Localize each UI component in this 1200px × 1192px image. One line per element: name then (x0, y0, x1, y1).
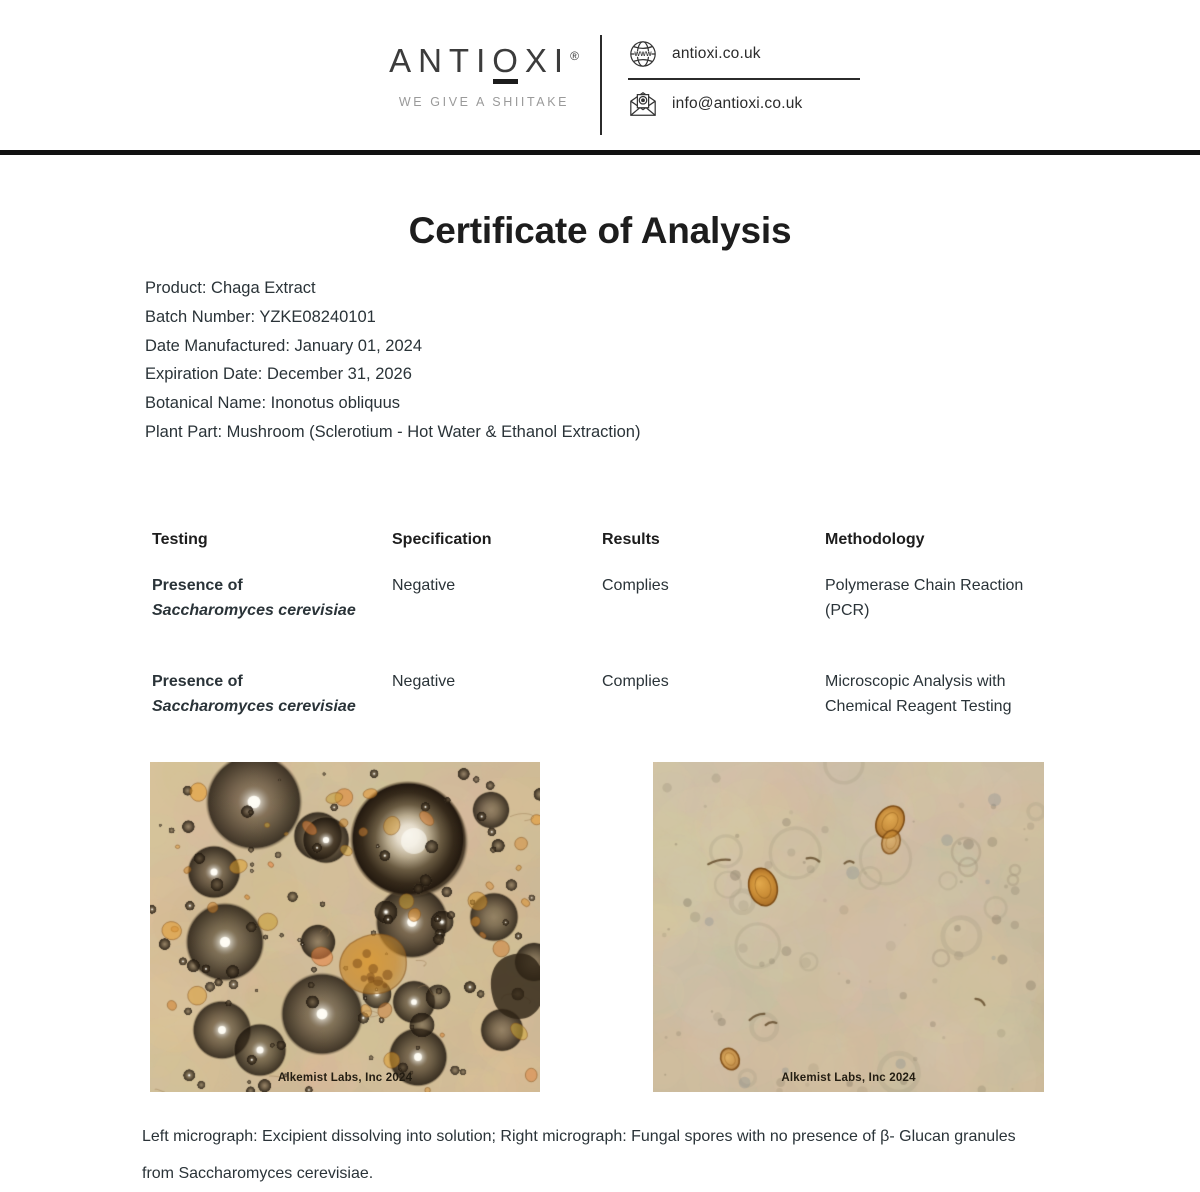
meta-botanical: Botanical Name: Inonotus obliquus (145, 394, 400, 413)
globe-icon (628, 39, 658, 69)
registered-trademark-icon: ® (570, 49, 579, 63)
logo-wordmark-before: ANTI (389, 42, 493, 79)
table-row (152, 669, 1052, 765)
column-header-results: Results (602, 531, 660, 548)
email-text: info@antioxi.co.uk (672, 94, 803, 112)
contact-vertical-divider (600, 35, 602, 135)
logo-wordmark-after: XI (524, 42, 571, 79)
table-header-row (152, 527, 1052, 573)
cell-methodology: Polymerase Chain Reaction (PCR) (825, 577, 1024, 619)
meta-expiration: Expiration Date: December 31, 2026 (145, 365, 412, 384)
column-header-specification: Specification (392, 531, 492, 548)
envelope-icon (628, 89, 658, 119)
logo-wordmark-o: O (492, 42, 525, 79)
meta-manufactured: Date Manufactured: January 01, 2024 (145, 336, 423, 355)
micrograph-caption: Left micrograph: Excipient dissolving into solution; Right micrograph: Fungal spores with no presence of β- Glucan granules from Saccharomyces cerevisiae. (142, 1128, 1016, 1182)
meta-product: Product: Chaga Extract (145, 279, 316, 297)
cell-testing (152, 573, 367, 623)
table-row (152, 573, 1052, 669)
website-text: antioxi.co.uk (672, 45, 761, 62)
contact-block (600, 30, 890, 128)
cell-testing (152, 669, 367, 719)
cell-testing-species: Saccharomyces cerevisiae (152, 698, 356, 715)
micrograph-left-watermark: Alkemist Labs, Inc 2024 (277, 1072, 413, 1084)
logo-wordmark (389, 44, 579, 79)
cell-testing-prefix: Presence of (152, 577, 243, 594)
contact-row-email[interactable] (620, 80, 890, 128)
column-header-methodology: Methodology (825, 531, 925, 548)
page-header (0, 0, 1200, 152)
cell-specification: Negative (392, 673, 456, 690)
header-rule (0, 150, 1200, 155)
contact-row-website[interactable] (620, 30, 890, 78)
micrograph-right-image (653, 762, 1044, 1092)
logo-tagline: WE GIVE A SHIITAKE (398, 94, 570, 109)
meta-batch: Batch Number: YZKE08240101 (145, 307, 376, 326)
micrograph-left-image (150, 762, 540, 1092)
micrograph-left (150, 762, 540, 1092)
svg-text:WWW: WWW (634, 50, 652, 58)
analysis-table (152, 527, 1052, 765)
header-inner (380, 30, 890, 128)
micrograph-right-watermark: Alkemist Labs, Inc 2024 (781, 1072, 916, 1084)
cell-results: Complies (602, 673, 669, 690)
meta-plant-part: Plant Part: Mushroom (Sclerotium - Hot Water & Ethanol Extraction) (145, 422, 641, 441)
page-title: Certificate of Analysis (408, 210, 792, 251)
product-details (145, 274, 1045, 447)
cell-testing-prefix: Presence of (152, 673, 243, 690)
micrograph-right (653, 762, 1044, 1092)
brand-logo (380, 30, 588, 109)
cell-specification: Negative (392, 577, 456, 594)
column-header-testing: Testing (152, 531, 208, 548)
cell-results: Complies (602, 577, 669, 594)
cell-testing-species: Saccharomyces cerevisiae (152, 602, 356, 619)
cell-methodology: Microscopic Analysis with Chemical Reagent Testing (825, 673, 1012, 715)
